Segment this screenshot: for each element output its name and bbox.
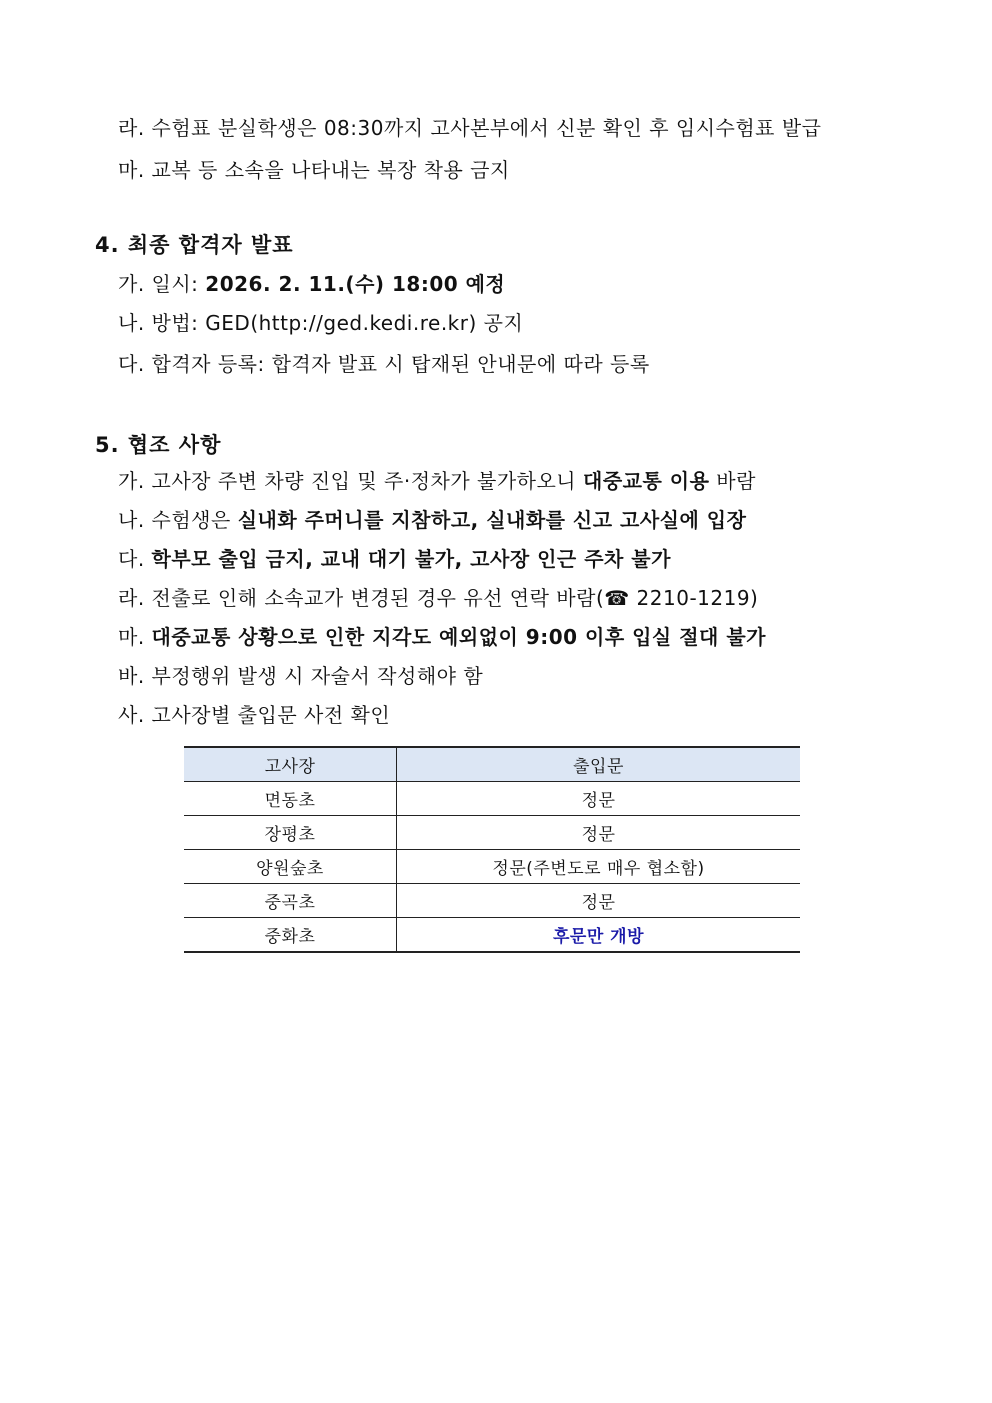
item-text: 수험표 분실학생은 08:30까지 고사본부에서 신분 확인 후 임시수험표 발급 [151,116,822,140]
item-text: 바람 [716,469,756,493]
header-gate: 출입문 [397,747,801,782]
cooperation-item-b [118,507,746,533]
phone-icon: ☎ [604,586,630,610]
notice-uniform-ban [118,157,510,183]
gate-cell: 정문(주변도로 매우 협소함) [397,850,801,884]
item-prefix: 라. [118,116,145,140]
item-prefix: 마. [118,625,145,649]
gate-cell: 정문 [397,884,801,918]
phone-number: 2210-1219) [636,586,759,610]
school-cell: 면동초 [184,782,397,816]
item-text: 방법: GED(http://ged.kedi.re.kr) 공지 [151,311,524,335]
school-cell: 양원숲초 [184,850,397,884]
header-school: 고사장 [184,747,397,782]
item-text: 고사장 주변 차량 진입 및 주·정차가 불가하오니 [151,469,577,493]
gate-cell-highlight: 후문만 개방 [397,918,801,953]
table-row [184,884,800,918]
registration-info [118,351,650,377]
section-5-title: 5. 협조 사항 [95,433,222,457]
item-label: 일시: [151,272,199,296]
school-cell: 중화초 [184,918,397,953]
item-emphasis: 실내화 주머니를 지참하고, 실내화를 신고 고사실에 입장 [237,508,747,532]
cooperation-item-c [118,546,671,572]
table-header-row [184,747,800,782]
item-text: 합격자 등록: 합격자 발표 시 탑재된 안내문에 따라 등록 [151,352,650,376]
table-row [184,782,800,816]
item-text: 교복 등 소속을 나타내는 복장 착용 금지 [151,158,510,182]
item-prefix: 사. [118,703,145,727]
school-cell: 장평초 [184,816,397,850]
section-4-title: 4. 최종 합격자 발표 [95,233,294,257]
cooperation-item-e [118,624,766,650]
item-text: 수험생은 [151,508,231,532]
item-prefix: 가. [118,272,145,296]
item-prefix: 나. [118,508,145,532]
item-text: 부정행위 발생 시 자술서 작성해야 함 [151,664,484,688]
item-prefix: 나. [118,311,145,335]
item-prefix: 다. [118,352,145,376]
item-prefix: 라. [118,586,145,610]
gate-cell: 정문 [397,816,801,850]
table-row [184,850,800,884]
cooperation-item-f [118,663,483,689]
notice-lost-ticket [118,115,822,141]
item-prefix: 바. [118,664,145,688]
gate-table [184,746,800,953]
item-prefix: 다. [118,547,145,571]
item-prefix: 마. [118,158,145,182]
item-emphasis: 대중교통 상황으로 인한 지각도 예외없이 9:00 이후 입실 절대 불가 [151,625,766,649]
item-text: 고사장별 출입문 사전 확인 [151,703,391,727]
cooperation-item-a [118,468,756,494]
item-emphasis: 학부모 출입 금지, 교내 대기 불가, 고사장 인근 주차 불가 [151,547,671,571]
announcement-date [118,271,505,297]
announcement-method [118,310,523,336]
cooperation-item-g [118,702,390,728]
cooperation-item-d [118,585,758,611]
item-emphasis: 대중교통 이용 [583,469,710,493]
table-row [184,816,800,850]
item-text: 전출로 인해 소속교가 변경된 경우 유선 연락 바람( [151,586,605,610]
announcement-datetime: 2026. 2. 11.(수) 18:00 예정 [205,272,506,296]
gate-cell: 정문 [397,782,801,816]
table-row [184,918,800,953]
item-prefix: 가. [118,469,145,493]
school-cell: 중곡초 [184,884,397,918]
